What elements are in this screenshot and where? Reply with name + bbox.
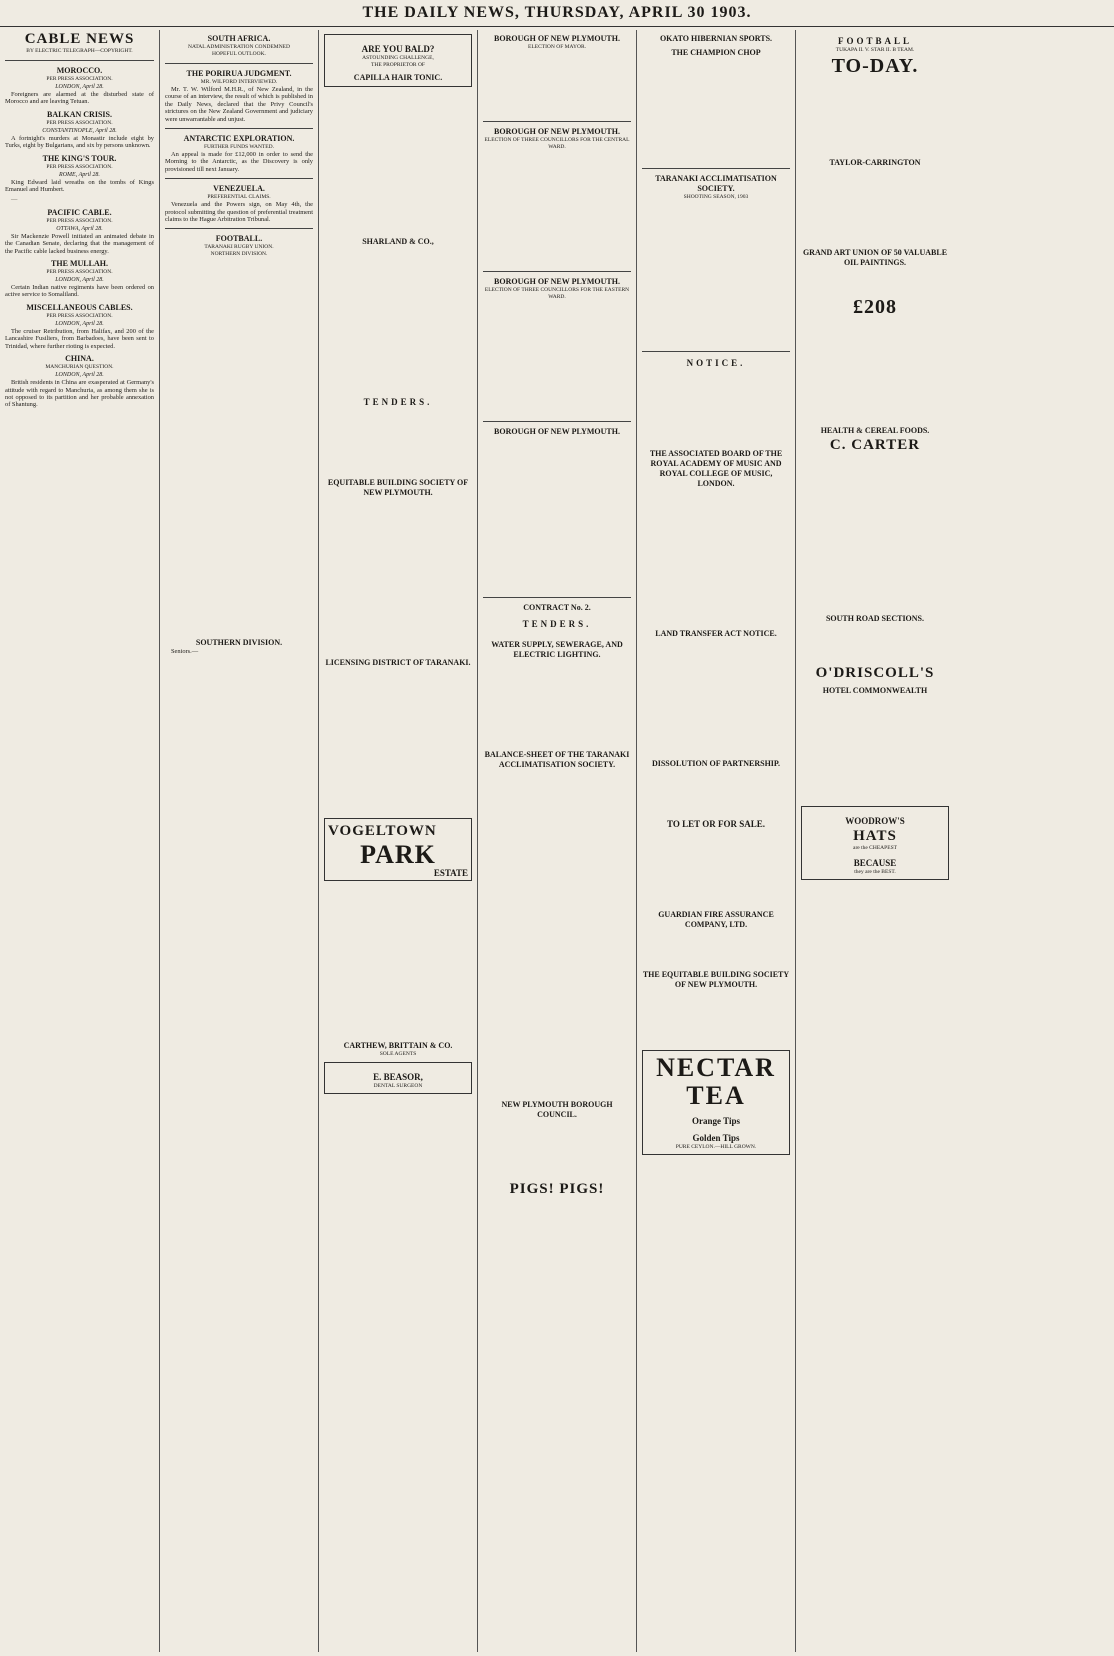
article (5, 208, 154, 255)
article-byline: PER PRESS ASSOCIATION. (46, 163, 113, 170)
ad-subtitle: TUKAPA II. V. STAR II. B TEAM. (835, 47, 915, 53)
ad-title: TAYLOR-CARRINGTON (829, 158, 921, 167)
article-subtitle: NATAL ADMINISTRATION CONDEMNED (187, 44, 291, 50)
notice-title: NEW PLYMOUTH BOROUGH COUNCIL. (501, 1100, 613, 1119)
article (5, 110, 154, 150)
notice-title: CONTRACT No. 2. (523, 603, 591, 612)
column-advertisements-a (319, 30, 477, 1652)
notice-title: GUARDIAN FIRE ASSURANCE COMPANY, LTD. (658, 910, 774, 929)
ad-subtitle: SOLE AGENTS (379, 1051, 417, 1058)
article-text: HOPEFUL OUTLOOK. (212, 51, 266, 57)
article-dateline: LONDON, April 28. (55, 277, 104, 284)
column-cable-news (0, 30, 159, 1652)
article-byline: PER PRESS ASSOCIATION. (46, 76, 113, 82)
article-text: British residents in China are exasperated at Germany's attitude with regard to Manchuria, as among them she is not opposed to its partition and her probable annexation of Shantung. (5, 379, 154, 409)
article-byline: MANCHURIAN QUESTION. (45, 364, 114, 371)
notice-subtitle: ELECTION OF MAYOR. (527, 44, 586, 50)
article-text: Venezuela and the Powers sign, on May 4th, the protocol submitting the question of preferential treatment claims to the Hague Arbitration Tribunal. (165, 201, 313, 224)
article-subtitle: MR. WILFORD INTERVIEWED. (200, 79, 278, 85)
article-text: A fortnight's murders at Monastir include eight by Turks, eight by Bulgarians, and six by persons unknown. (5, 134, 154, 150)
notice-title: TARANAKI ACCLIMATISATION SOCIETY. (655, 174, 777, 193)
notice-title: PIGS! PIGS! (509, 1181, 605, 1197)
article-text: An appeal is made for £12,000 in order to send the Morning to the Antarctic, as the Discovery is only provisioned till next January. (165, 151, 313, 173)
ad-title: FOOTBALL (837, 36, 912, 46)
ad-subtitle: THE PROPRIETOR OF (371, 62, 425, 68)
column-south-africa (160, 30, 318, 1652)
notice-title: DISSOLUTION OF PARTNERSHIP. (651, 759, 781, 768)
notice-subtitle: ELECTION OF THREE COUNCILLORS FOR THE CENTRAL WARD. (484, 137, 630, 150)
ad-tag: ESTATE (433, 868, 468, 878)
article-text: Mr. T. W. Wilford M.H.R., of New Zealand, in the course of an interview, the result of which is published in the Daily News, declared that the Privy Council's strictures on the New Zealand Government and judiciary were unwarrantable and unjust. (165, 86, 313, 123)
column-society-notices (637, 30, 795, 1652)
article-title: VENEZUELA. (213, 184, 265, 194)
article-dateline: LONDON, April 28. (55, 372, 104, 379)
notice-title: OKATO HIBERNIAN SPORTS. (659, 34, 773, 43)
divider (483, 271, 631, 272)
ad-subtitle: PARK (360, 840, 436, 869)
article-text: The cruiser Retribution, from Halifax, and 200 of the Lancashire Fusiliers, from Barbadoes, have been sent to Trinidad, where further rioting is expected. (5, 327, 154, 350)
ad-brand: CAPILLA HAIR TONIC. (353, 73, 443, 82)
article (165, 638, 313, 655)
divider (165, 228, 313, 229)
notice-subtitle: ELECTION OF THREE COUNCILLORS FOR THE EASTERN WARD. (484, 287, 630, 300)
divider (483, 421, 631, 422)
nectar-brand: NECTAR TEA (656, 1053, 776, 1110)
article-title: ANTARCTIC EXPLORATION. (183, 134, 295, 144)
ad-title: ARE YOU BALD? (361, 44, 435, 54)
ad-subtitle: HOTEL COMMONWEALTH (822, 686, 928, 695)
article-dateline: OTTAWA, April 28. (56, 225, 103, 232)
article-subtitle: FURTHER FUNDS WANTED. (203, 144, 274, 151)
article-byline: PER PRESS ASSOCIATION. (46, 217, 113, 224)
nectar-sub: Golden Tips (692, 1133, 740, 1143)
divider (483, 121, 631, 122)
notice-title: BALANCE-SHEET OF THE TARANAKI ACCLIMATISATION SOCIETY. (484, 750, 630, 769)
article-byline: PER PRESS ASSOCIATION. (46, 119, 113, 126)
divider (642, 351, 790, 352)
prize-amount: £208 (853, 296, 897, 318)
divider (5, 60, 154, 61)
article-title: THE KING'S TOUR. (42, 153, 117, 163)
notice-title: BOROUGH OF NEW PLYMOUTH. (494, 127, 620, 136)
article (165, 184, 313, 223)
article (5, 259, 154, 299)
article-text: King Edward laid wreaths on the tombs of Kings Emanuel and Humbert. (5, 178, 154, 194)
nectar-sub: PURE CEYLON.—HILL GROWN. (675, 1144, 757, 1150)
article-title: THE PORIRUA JUDGMENT. (186, 69, 292, 78)
article-dateline: CONSTANTINOPLE, April 28. (42, 127, 117, 134)
divider (642, 168, 790, 169)
notice-title: LAND TRANSFER ACT NOTICE. (655, 629, 777, 638)
ad-title: TO-DAY. (831, 55, 919, 77)
notice-title: THE ASSOCIATED BOARD OF THE ROYAL ACADEMY OF MUSIC AND ROYAL COLLEGE OF MUSIC, LONDON. (649, 449, 783, 488)
ad-subtitle: ASTOUNDING CHALLENGE, (362, 55, 434, 61)
article-byline: PER PRESS ASSOCIATION. (46, 312, 113, 319)
ad-title: TENDERS. (363, 397, 433, 407)
ad-brand: C. CARTER (829, 437, 921, 453)
article (165, 134, 313, 173)
notice-title: WATER SUPPLY, SEWERAGE, AND ELECTRIC LIGHTING. (491, 640, 623, 659)
article-dateline: LONDON, April 28. (55, 320, 104, 327)
article-dateline: ROME, April 28. (59, 171, 100, 178)
article (165, 69, 313, 123)
article-byline: PER PRESS ASSOCIATION. (46, 269, 113, 276)
article-title: FOOTBALL. (215, 234, 263, 244)
article-title: CHINA. (65, 354, 94, 364)
ad-subtitle: HATS (853, 828, 897, 844)
article-text: Sir Mackenzie Powell initiated an animated debate in the Canadian Senate, declaring that the management of the Pacific cable lacked business energy. (5, 232, 154, 255)
ad-title: VOGELTOWN (328, 823, 437, 839)
article (5, 154, 154, 204)
ad-title: E. BEASOR, (373, 1072, 423, 1083)
cable-news-subheading: BY ELECTRIC TELEGRAPH—COPYRIGHT. (26, 48, 133, 54)
ad-subtitle: BECAUSE (853, 858, 897, 868)
article-title: PACIFIC CABLE. (47, 207, 112, 217)
article-title: THE MULLAH. (51, 259, 108, 269)
article (5, 354, 154, 409)
article (165, 234, 313, 258)
article-text: Certain Indian native regiments have been ordered on active service to Somaliland. (5, 284, 154, 299)
ad-title: EQUITABLE BUILDING SOCIETY OF NEW PLYMOUTH. (327, 478, 469, 497)
article (165, 34, 313, 58)
article (5, 303, 154, 350)
divider (483, 597, 631, 598)
nectar-sub: Orange Tips (692, 1116, 740, 1126)
article-title: BALKAN CRISIS. (47, 109, 112, 119)
cable-news-heading: CABLE NEWS (24, 31, 135, 47)
article-title: MOROCCO. (56, 66, 103, 75)
ad-title: CARTHEW, BRITTAIN & CO. (343, 1041, 453, 1051)
ad-title: WOODROW'S (845, 816, 905, 826)
article-text: Seniors.— (171, 648, 199, 656)
notice-title: TO LET OR FOR SALE. (667, 819, 765, 829)
notice-title: BOROUGH OF NEW PLYMOUTH. (494, 427, 620, 436)
article-title: SOUTH AFRICA. (207, 34, 271, 43)
vogeltown-ad (324, 818, 472, 881)
divider (165, 128, 313, 129)
capilla-ad (324, 34, 472, 87)
article-subtitle: TARANAKI RUGBY UNION. (204, 244, 274, 251)
ad-title: HEALTH & CEREAL FOODS. (820, 426, 930, 435)
ad-title: SOUTH ROAD SECTIONS. (825, 614, 925, 623)
masthead-title: THE DAILY NEWS, THURSDAY, APRIL 30 1903. (362, 4, 752, 21)
article-dateline: LONDON, April 28. (55, 84, 104, 90)
ad-subtitle: they are the BEST. (854, 869, 896, 875)
divider (165, 178, 313, 179)
notice-subtitle: TENDERS. (522, 619, 592, 629)
ad-subtitle: are the CHEAPEST (853, 845, 897, 851)
notice-title: THE EQUITABLE BUILDING SOCIETY OF NEW PLYMOUTH. (642, 970, 790, 989)
article (5, 66, 154, 106)
masthead (0, 0, 1114, 27)
article-title: MISCELLANEOUS CABLES. (26, 302, 133, 312)
ad-title: GRAND ART UNION OF 50 VALUABLE OIL PAINTINGS. (802, 248, 948, 267)
divider (165, 63, 313, 64)
article-subtitle: PREFERENTIAL CLAIMS. (207, 194, 271, 201)
notice-subtitle: SHOOTING SEASON, 1903 (683, 194, 749, 200)
nectar-tea-ad (642, 1050, 790, 1155)
ad-title: LICENSING DISTRICT OF TARANAKI. (325, 658, 471, 667)
column-borough-notices (478, 30, 636, 1652)
filler-text: — (11, 196, 18, 204)
ad-subtitle: DENTAL SURGEON (373, 1083, 423, 1090)
beasor-ad (324, 1062, 472, 1094)
article-text: NORTHERN DIVISION. (210, 251, 268, 258)
column-imperial-hotel (797, 30, 1114, 1652)
article-title: SOUTHERN DIVISION. (195, 638, 283, 648)
ad-title: O'DRISCOLL'S (815, 665, 935, 681)
notice-title: NOTICE. (686, 358, 746, 368)
article-text: Foreigners are alarmed at the disturbed state of Morocco and are leaving Tetuan. (5, 91, 154, 106)
notice-title: BOROUGH OF NEW PLYMOUTH. (494, 277, 620, 286)
notice-title: BOROUGH OF NEW PLYMOUTH. (494, 34, 620, 43)
notice-subtitle: THE CHAMPION CHOP (671, 48, 761, 57)
ad-title: SHARLAND & CO., (362, 237, 434, 246)
